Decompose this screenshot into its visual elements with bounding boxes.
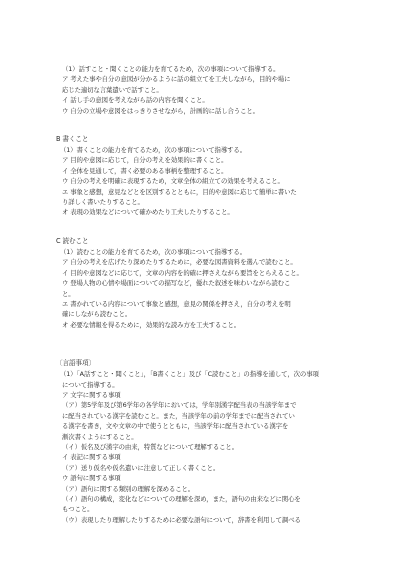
text-line: 漸次書くようにすること。: [62, 432, 138, 441]
text-line: （イ）語句の構成，変化などについての理解を深め，また，語句の由来などに関心を: [62, 495, 301, 503]
text-line: もつこと。: [62, 505, 94, 514]
text-line: （1）話すこと・聞くことの能力を育てるため，次の事項について指導する。: [62, 65, 280, 73]
text-line: ウ 語句に関する事項: [62, 474, 121, 483]
text-line: について指導する。: [62, 380, 119, 389]
text-line: る漢字を書き，文や文章の中で使うとともに，当該学年に配当されている漢字を: [62, 422, 289, 431]
text-line: ウ 登場人物の心情や場面についての描写など，優れた叙述を味わいながら読むこ: [62, 279, 291, 288]
text-line: （ウ）表現したり理解したりするために必要な語句について，辞書を利用して調べる: [62, 515, 301, 524]
section-heading: 〔言語事項〕: [56, 359, 95, 368]
section-speaking-listening: [56, 64, 366, 116]
text-line: ウ 自分の考えを明確に表現するため，文章全体の組立ての効果を考えること。: [62, 177, 284, 186]
text-line: に配当されている漢字を読むこと。また，当該学年の前の学年までに配当されてい: [62, 411, 295, 420]
text-line: （ア）第5学年及び第6学年の各学年においては，学年別漢字配当表の当該学年まで: [62, 401, 297, 410]
text-line: ア 自分の考えを広げたり深めたりするために，必要な図書資料を選んで読むこと。: [62, 258, 297, 267]
text-line: ウ 自分の立場や意図をはっきりさせながら，計画的に話し合うこと。: [62, 106, 259, 115]
section-heading: C 読むこと: [56, 236, 89, 245]
text-line: （イ）仮名及び漢字の由来，特質などについて理解すること。: [62, 442, 239, 451]
document-body: [56, 64, 366, 525]
text-line: ア 目的や意図に応じて，自分の考えを効果的に書くこと。: [62, 156, 228, 165]
text-line: ア 考えた事や自分の意図が分かるように話の組立てを工夫しながら，目的や場に: [62, 75, 291, 84]
text-line: 応じた適切な言葉遣いで話すこと。: [62, 85, 163, 94]
text-line: と。: [62, 289, 75, 298]
text-line: （1）読むことの能力を育てるため，次の事項について指導する。: [60, 247, 247, 256]
text-line: （1）書くことの能力を育てるため，次の事項について指導する。: [60, 146, 247, 155]
text-line: イ 全体を見通して，書く必要のある事柄を整理すること。: [62, 166, 228, 175]
text-line: エ 書かれている内容について事象と感想，意見の関係を押さえ，自分の考えを明: [62, 299, 291, 308]
text-line: イ 表記に関する事項: [62, 453, 121, 462]
text-line: （ア）送り仮名や仮名遣いに注意して正しく書くこと。: [62, 463, 220, 472]
text-line: イ 目的や意図などに応じて，文章の内容を的確に押さえながら要旨をとらえること。: [62, 268, 303, 277]
text-line: り詳しく書いたりすること。: [62, 198, 144, 207]
section-writing: [56, 134, 366, 218]
text-line: エ 事象と感想，意見などとを区別するとともに，目的や意図に応じて簡単に書いた: [62, 187, 297, 196]
text-line: オ 必要な情報を得るために，効果的な読み方を工夫すること。: [62, 320, 241, 329]
section-reading: [56, 236, 366, 330]
text-line: 確にしながら読むこと。: [62, 310, 132, 319]
section-heading: B 書くこと: [56, 135, 89, 144]
text-line: （ア）語句に関する類別の理解を深めること。: [62, 484, 195, 493]
section-language-matters: [56, 358, 366, 525]
text-line: ア 文字に関する事項: [62, 390, 121, 399]
text-line: （1）「A話すこと・聞くこと」，「B書くこと」及び「C読むこと」の指導を通して，次の事項: [60, 370, 319, 379]
text-line: オ 表現の効果などについて確かめたり工夫したりすること。: [62, 208, 234, 217]
text-line: イ 話し手の意図を考えながら話の内容を聞くこと。: [62, 96, 209, 105]
